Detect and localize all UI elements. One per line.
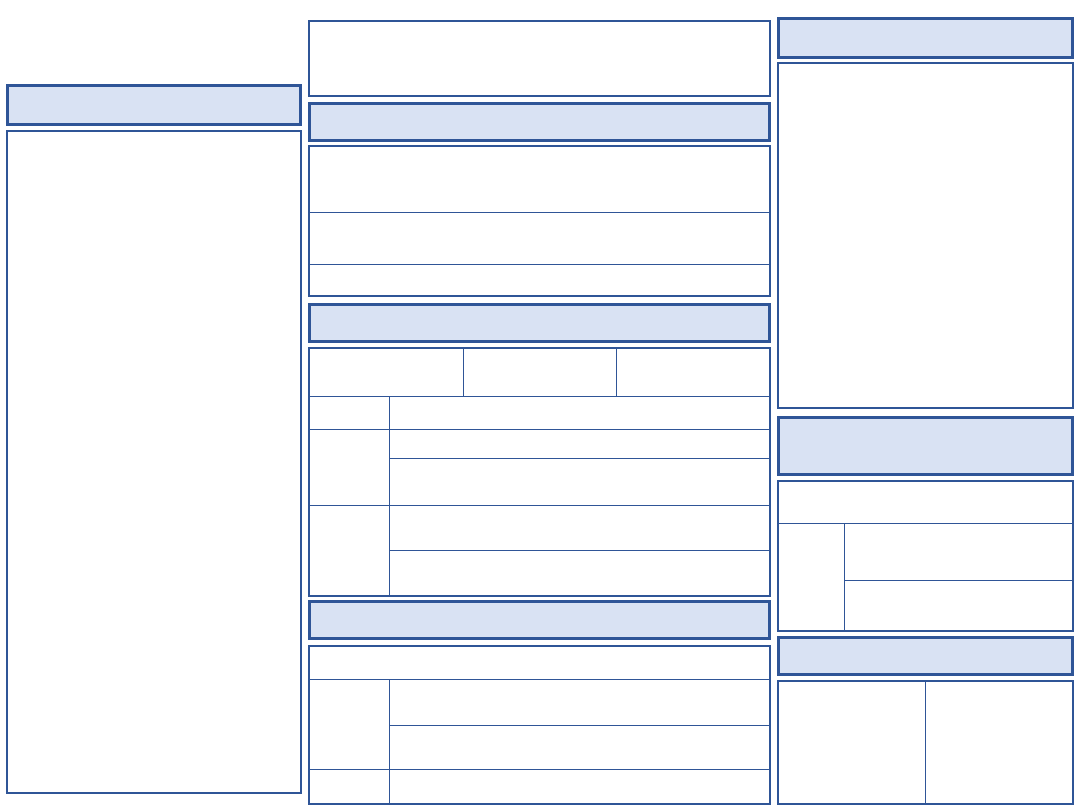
class-heading <box>308 303 771 343</box>
key-terms-heading <box>6 84 302 126</box>
class-still-label <box>310 505 390 597</box>
class-affect-no-cell <box>389 458 769 506</box>
factors-box <box>777 62 1074 409</box>
middle-class-cell <box>463 349 617 397</box>
gender-reasons-label <box>310 769 390 803</box>
gender-policies-cell <box>310 647 769 680</box>
feminists-cell <box>310 265 769 297</box>
ethnicity-heading <box>777 416 1074 476</box>
class-still-yes-cell <box>389 505 769 551</box>
ethnicity-affect-no-cell <box>844 580 1072 630</box>
key-terms-box <box>6 130 302 794</box>
other-factors-cell <box>779 380 1072 407</box>
functionalist-cell <box>310 147 769 213</box>
gender-affect-yes-cell <box>389 679 769 726</box>
gender-affect-label <box>310 679 390 770</box>
upper-class-cell <box>616 349 769 397</box>
gender-heading <box>308 600 771 640</box>
class-affect-yes-cell <box>389 429 769 459</box>
gender-affect-no-cell <box>389 725 769 770</box>
mobility-heading <box>777 636 1074 676</box>
theories-box <box>308 145 771 297</box>
gender-box <box>308 645 771 805</box>
working-class-cell <box>310 349 464 397</box>
mobility-box <box>777 680 1074 805</box>
class-measured-label <box>310 396 390 430</box>
class-affect-label <box>310 429 390 506</box>
class-box <box>308 347 771 597</box>
mobility-no-cell <box>925 682 1072 803</box>
gender-reasons-cell <box>389 769 769 803</box>
factors-heading <box>777 17 1074 59</box>
ethnicity-affect-label-cell <box>779 523 845 630</box>
ethnicity-box <box>777 480 1074 632</box>
mobility-yes-cell <box>779 682 926 803</box>
theories-heading <box>308 102 771 142</box>
class-still-no-cell <box>389 550 769 597</box>
marxists-cell <box>310 213 769 265</box>
ethnicity-affect-yes-cell <box>844 523 1072 581</box>
ethnicity-policies-cell <box>779 482 1072 524</box>
title-box <box>308 20 771 97</box>
class-measured-cell <box>389 396 769 430</box>
